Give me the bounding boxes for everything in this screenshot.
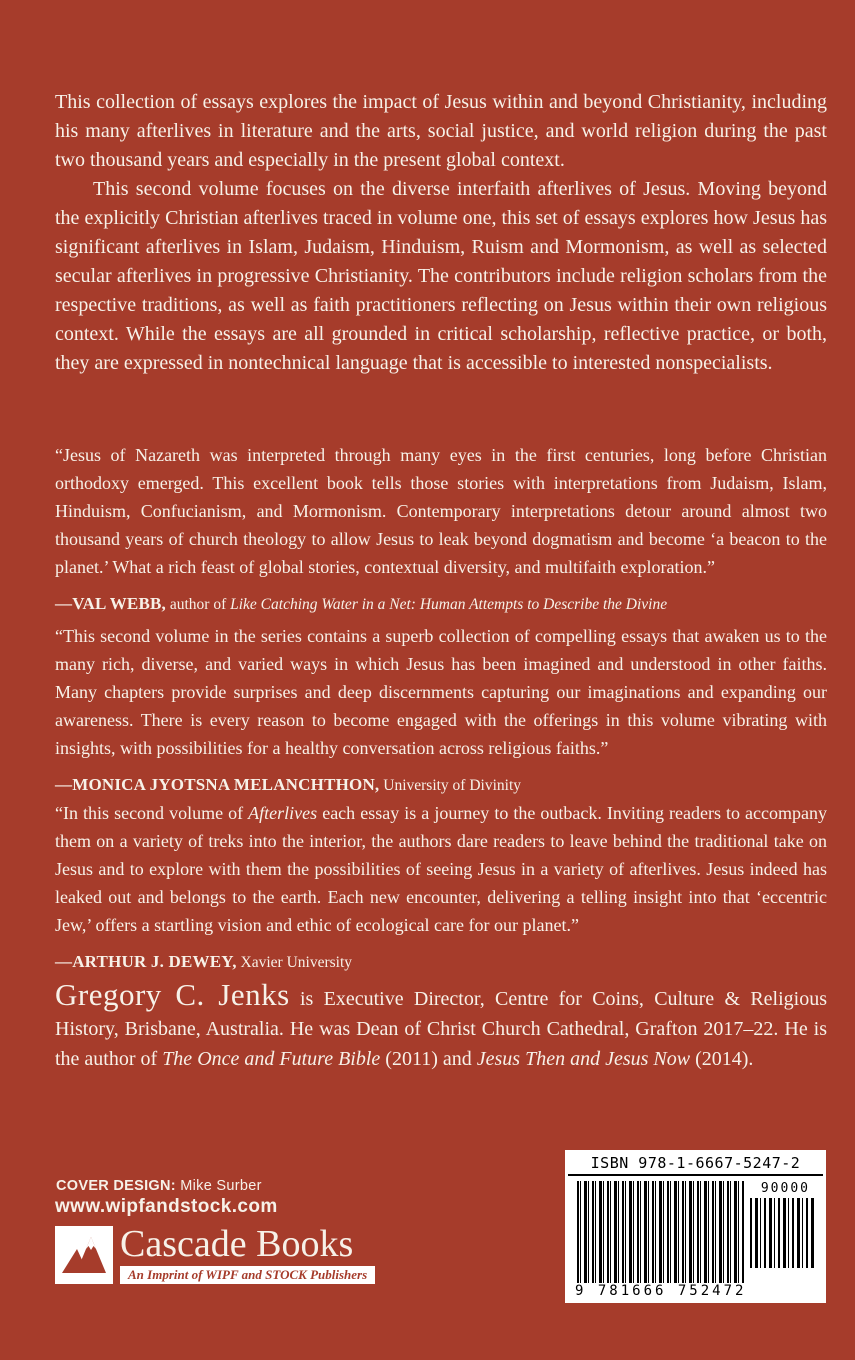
endorser-3-credential: Xavier University xyxy=(236,954,353,971)
logo-text-block xyxy=(120,1223,375,1284)
endorser-1-book-title: Like Catching Water in a Net: Human Attempts to Describe the Divine xyxy=(230,596,668,613)
mountain-logo-icon xyxy=(55,1226,113,1284)
endorsement-3-quote xyxy=(55,799,827,939)
barcode-bars-icon xyxy=(577,1181,745,1284)
endorsement-3-attribution xyxy=(55,952,827,973)
cover-designer-name: Mike Surber xyxy=(175,1178,262,1194)
endorser-3-name: —ARTHUR J. DEWEY, xyxy=(55,952,237,971)
endorsement-3-quote-post: each essay is a journey to the outback. Inviting readers to accompany them on a variety of treks into the interior, the authors dare readers to leave behind the traditional take on Jesus and to explore with them the possibilities of seeing Jesus in a variety of afterlives. Jesus indeed has leaked out and belongs to the earth. Each new encounter, delivering a telling insight into that ‘eccentric Jew,’ offers a startling vision and ethic of ecological care for our planet.” xyxy=(55,803,827,935)
cover-design-credit xyxy=(56,1178,262,1194)
endorser-1-credential-prefix: author of xyxy=(165,596,231,613)
endorser-1-name: —VAL WEBB, xyxy=(55,594,166,613)
endorsement-3 xyxy=(55,799,827,973)
publisher-website: www.wipfandstock.com xyxy=(55,1196,278,1217)
endorsement-1-attribution xyxy=(55,594,827,615)
endorsement-2-quote: “This second volume in the series contains a superb collection of compelling essays that awaken us to the many rich, diverse, and varied ways in which Jesus has been imagined and understood in other faiths. Many chapters provide surprises and deep discernments capturing our imaginations and expanding our awareness. There is every reason to become engaged with the offerings in this volume vibrating with insights, with possibilities for a healthy conversation across religious faiths.” xyxy=(55,626,827,758)
synopsis-paragraph-1: This collection of essays explores the impact of Jesus within and beyond Christianity, including his many afterlives in literature and the arts, social justice, and world religion during the past two thousand years and especially in the present global context. xyxy=(55,91,827,171)
endorsement-3-quote-pre: “In this second volume of xyxy=(55,803,249,823)
endorsement-1-quote: “Jesus of Nazareth was interpreted through many eyes in the first centuries, long before Christian orthodoxy emerged. This excellent book tells those stories with interpretations from Judaism, Islam, Hinduism, Confucianism, and Mormonism. Contemporary interpretations detour around almost two thousand years of church theology to allow Jesus to leak beyond dogmatism and become ‘a beacon to the planet.’ What a rich feast of global stories, contextual diversity, and multifaith exploration.” xyxy=(55,445,827,577)
barcode-price-code: 90000 xyxy=(760,1181,810,1196)
cascade-books-logo xyxy=(55,1223,375,1284)
bio-text-1: is Executive Director, Centre for Coins, Culture & Religious History, Brisbane, Australia. He was Dean of Christ Church Cathedral, Grafton 2017–22. He is the author of xyxy=(55,988,827,1070)
barcode-digits: 9 781666 752472 xyxy=(575,1283,750,1299)
author-bio xyxy=(55,977,827,1074)
endorsement-2 xyxy=(55,622,827,796)
imprint-tagline: An Imprint of WIPF and STOCK Publishers xyxy=(120,1266,375,1284)
endorsement-1 xyxy=(55,441,827,615)
author-book-title-1: The Once and Future Bible xyxy=(162,1048,381,1070)
author-book-title-2: Jesus Then and Jesus Now xyxy=(476,1048,691,1070)
barcode-addon-bars-icon xyxy=(750,1198,814,1268)
author-bio-paragraph xyxy=(55,977,827,1074)
endorser-2-credential: University of Divinity xyxy=(379,777,522,794)
endorsement-3-quote-book-title: Afterlives xyxy=(248,803,318,823)
synopsis xyxy=(55,88,827,378)
isbn-number: ISBN 978-1-6667-5247-2 xyxy=(568,1150,823,1176)
endorser-2-name: —MONICA JYOTSNA MELANCHTHON, xyxy=(55,775,380,794)
synopsis-paragraph-2: This second volume focuses on the diverse interfaith afterlives of Jesus. Moving beyond the explicitly Christian afterlives traced in volume one, this set of essays explores how Jesus has significant afterlives in Islam, Judaism, Hinduism, Ruism and Mormonism, as well as selected secular afterlives in progressive Christianity. The contributors include religion scholars from the respective traditions, as well as faith practitioners reflecting on Jesus within their own religious context. While the essays are all grounded in critical scholarship, reflective practice, or both, they are expressed in nontechnical language that is accessible to interested nonspecialists. xyxy=(55,178,827,374)
endorsement-2-attribution xyxy=(55,775,827,796)
barcode-block xyxy=(565,1150,826,1303)
bio-text-2: (2011) and xyxy=(380,1048,477,1070)
imprint-name: Cascade Books xyxy=(120,1223,354,1265)
author-name: Gregory C. Jenks xyxy=(55,977,290,1012)
cover-design-label: COVER DESIGN: xyxy=(56,1178,176,1194)
bio-text-3: (2014). xyxy=(690,1048,754,1070)
